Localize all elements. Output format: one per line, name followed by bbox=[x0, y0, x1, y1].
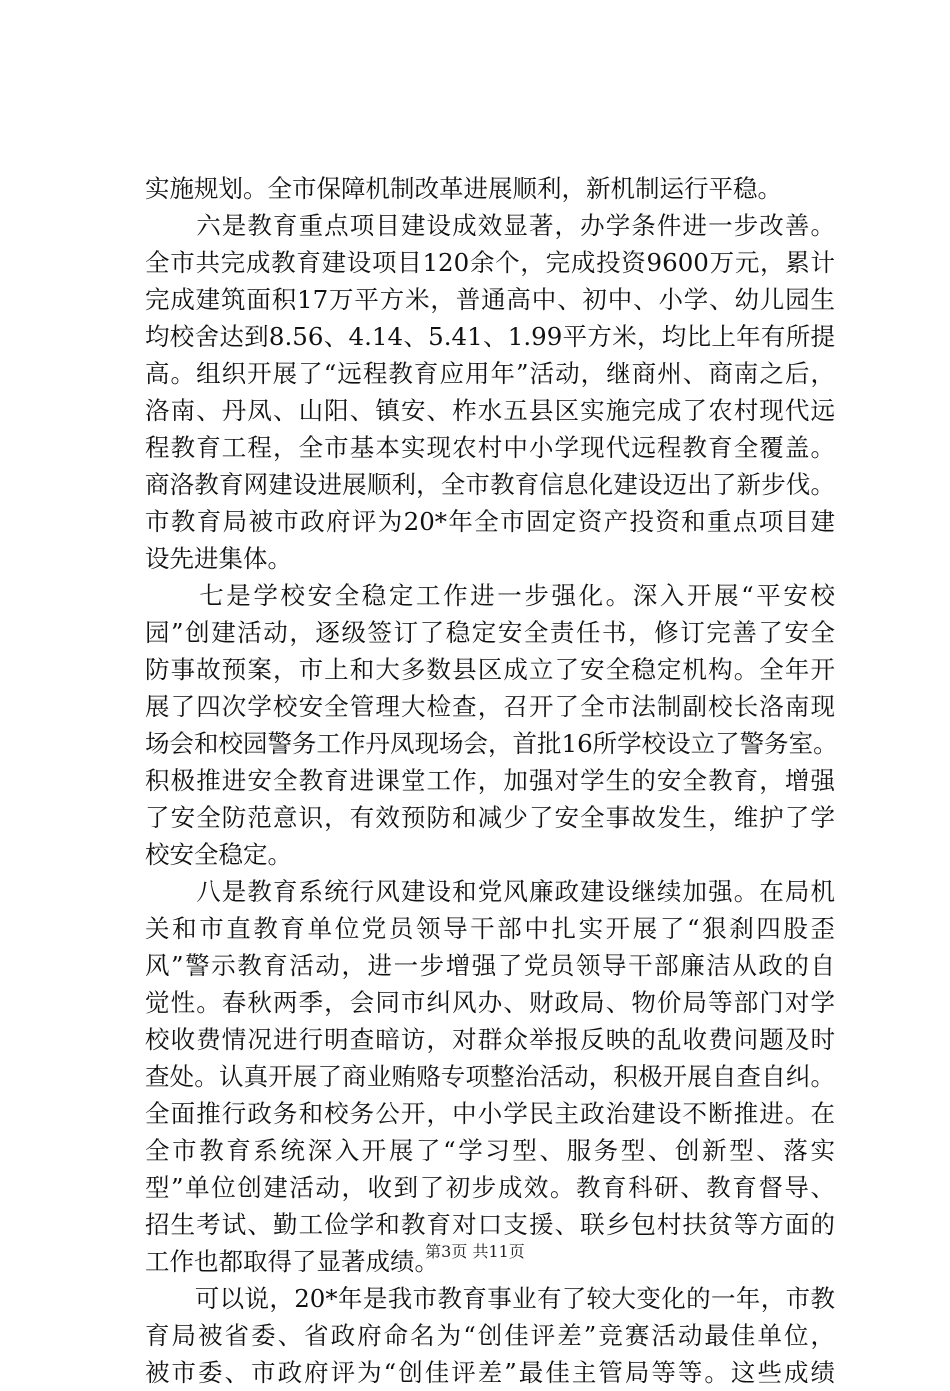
text-line: 八是教育系统行风建设和党风廉政建设继续加强。在局机 bbox=[145, 877, 835, 906]
text-line: 了安全防范意识，有效预防和减少了安全事故发生，维护了学 bbox=[145, 803, 835, 832]
text-line: 关和市直教育单位党员领导干部中扎实开展了“狠刹四股歪 bbox=[145, 914, 835, 943]
text-line: 校收费情况进行明查暗访，对群众举报反映的乱收费问题及时 bbox=[145, 1025, 835, 1054]
text-line: 程教育工程，全市基本实现农村中小学现代远程教育全覆盖。 bbox=[145, 433, 835, 462]
text-line: 觉性。春秋两季，会同市纠风办、财政局、物价局等部门对学 bbox=[145, 988, 835, 1017]
text-line: 展了四次学校安全管理大检查，召开了全市法制副校长洛南现 bbox=[145, 692, 835, 721]
text-line: 洛南、丹凤、山阳、镇安、柞水五县区实施完成了农村现代远 bbox=[145, 396, 835, 425]
text-line: 园”创建活动，逐级签订了稳定安全责任书，修订完善了安全 bbox=[145, 618, 835, 647]
text-line: 全市共完成教育建设项目120余个，完成投资9600万元，累计 bbox=[145, 248, 835, 277]
text-line: 均校舍达到8.56、4.14、5.41、1.99平方米，均比上年有所提 bbox=[145, 322, 835, 351]
text-line: 招生考试、勤工俭学和教育对口支援、联乡包村扶贫等方面的 bbox=[145, 1210, 835, 1239]
text-line: 高。组织开展了“远程教育应用年”活动，继商州、商南之后， bbox=[145, 359, 835, 388]
text-line: 育局被省委、省政府命名为“创佳评差”竞赛活动最佳单位， bbox=[145, 1321, 835, 1350]
text-line: 完成建筑面积17万平方米，普通高中、初中、小学、幼儿园生 bbox=[145, 285, 835, 314]
text-line: 查处。认真开展了商业贿赂专项整治活动，积极开展自查自纠。 bbox=[145, 1062, 835, 1091]
document-body bbox=[145, 170, 838, 1391]
page-number-footer: 第3页 共11页 bbox=[425, 1242, 525, 1261]
text-line: 场会和校园警务工作丹凤现场会，首批16所学校设立了警务室。 bbox=[145, 729, 838, 758]
text-line: 全市教育系统深入开展了“学习型、服务型、创新型、落实 bbox=[145, 1136, 835, 1165]
text-line: 商洛教育网建设进展顺利，全市教育信息化建设迈出了新步伐。 bbox=[145, 470, 835, 499]
text-line: 实施规划。全市保障机制改革进展顺利，新机制运行平稳。 bbox=[145, 174, 782, 203]
text-line: 七是学校安全稳定工作进一步强化。深入开展“平安校 bbox=[145, 581, 835, 610]
text-line: 市教育局被市政府评为20*年全市固定资产投资和重点项目建 bbox=[145, 507, 835, 536]
text-line: 工作也都取得了显著成绩。 bbox=[145, 1247, 439, 1276]
text-line: 风”警示教育活动，进一步增强了党员领导干部廉洁从政的自 bbox=[145, 951, 835, 980]
text-line: 可以说，20*年是我市教育事业有了较大变化的一年，市教 bbox=[145, 1284, 835, 1313]
text-line: 被市委、市政府评为“创佳评差”最佳主管局等等。这些成绩 bbox=[145, 1358, 835, 1387]
text-line: 六是教育重点项目建设成效显著，办学条件进一步改善。 bbox=[145, 211, 835, 240]
text-line: 积极推进安全教育进课堂工作，加强对学生的安全教育，增强 bbox=[145, 766, 835, 795]
text-line: 全面推行政务和校务公开，中小学民主政治建设不断推进。在 bbox=[145, 1099, 835, 1128]
text-line: 防事故预案，市上和大多数县区成立了安全稳定机构。全年开 bbox=[145, 655, 835, 684]
text-line: 设先进集体。 bbox=[145, 544, 292, 573]
text-line: 型”单位创建活动，收到了初步成效。教育科研、教育督导、 bbox=[145, 1173, 835, 1202]
text-line: 校安全稳定。 bbox=[145, 840, 292, 869]
